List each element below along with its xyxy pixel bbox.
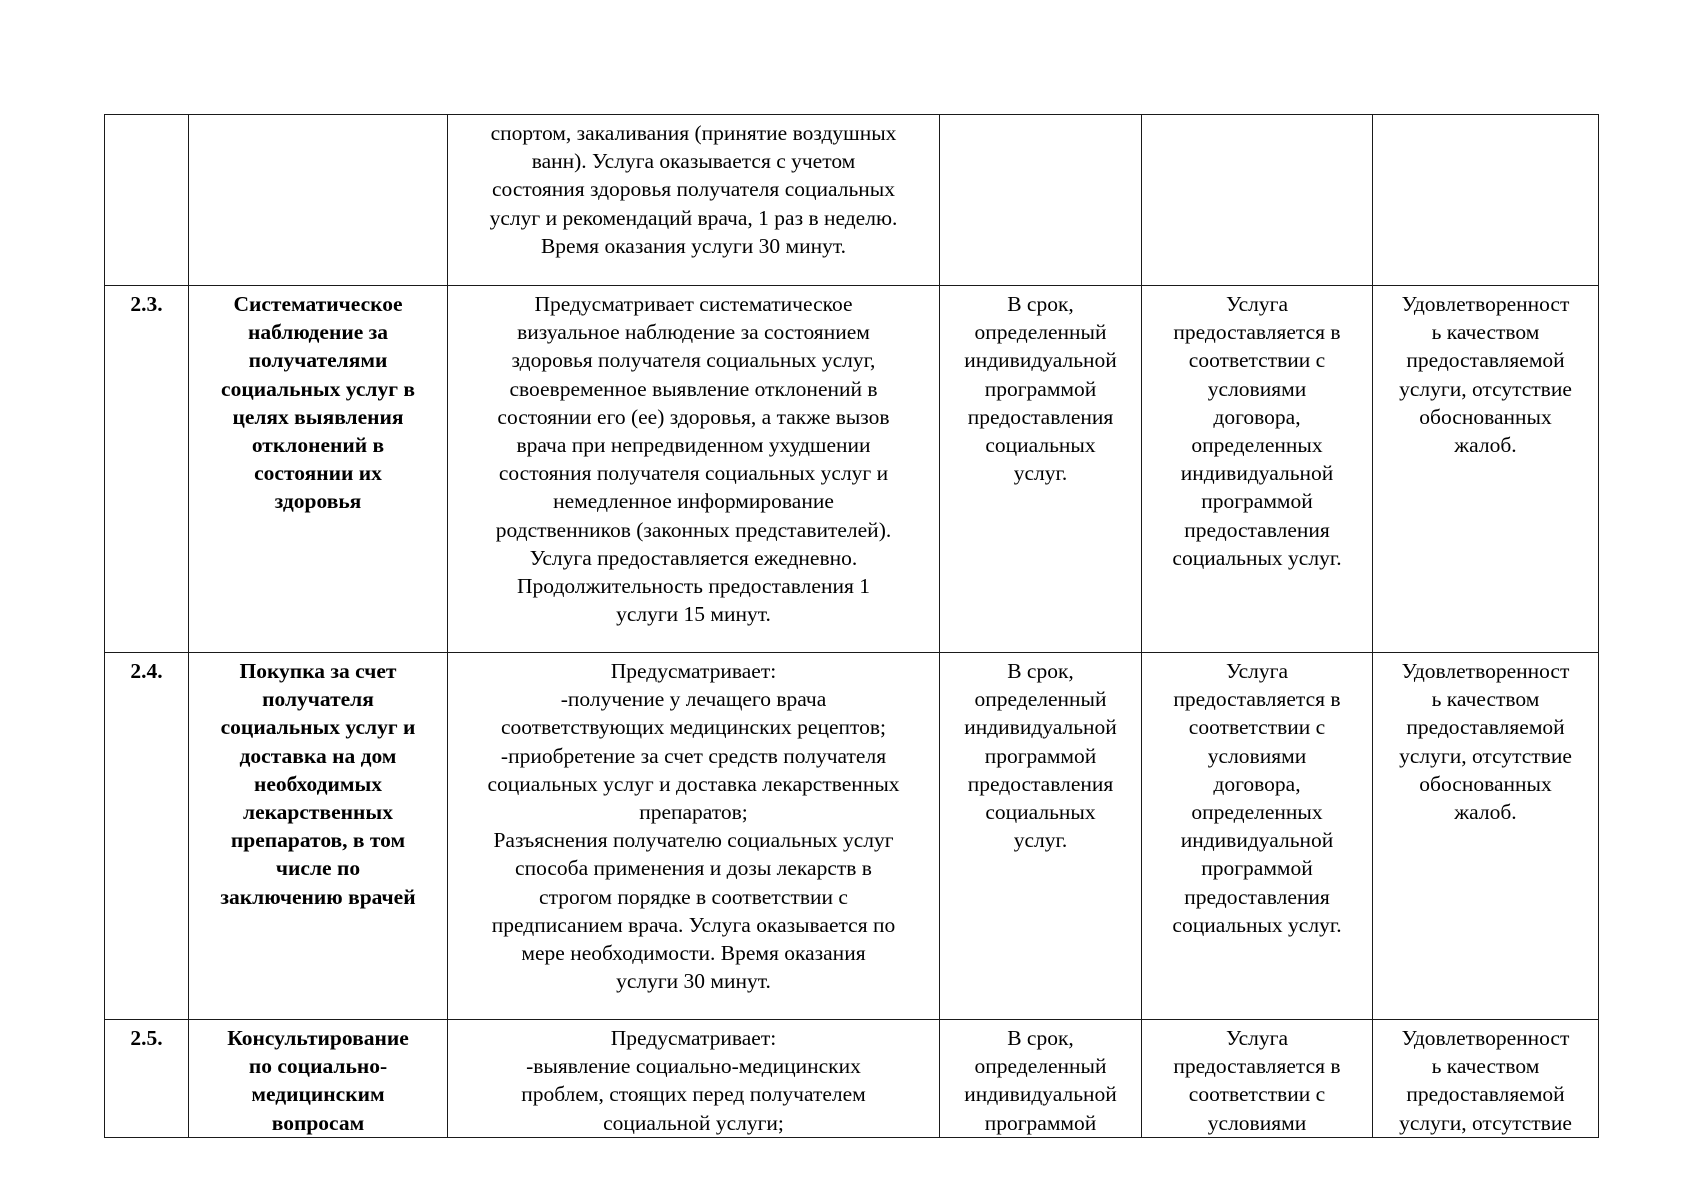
cell-text-line: Удовлетворенност: [1401, 1026, 1570, 1050]
service-conditions-cell: [1142, 115, 1373, 286]
cell-text-line: социальных: [985, 800, 1096, 825]
cell-text-line: индивидуальной: [964, 715, 1117, 740]
cell-text-line: ь качеством: [1431, 1054, 1540, 1079]
cell-text-line: договора,: [1213, 404, 1301, 429]
cell-text-line: Предусматривает систематическое: [534, 292, 853, 316]
service-name-cell: [189, 115, 448, 286]
cell-text-line: условиями: [1207, 376, 1307, 401]
services-table: [104, 114, 1599, 1138]
cell-text-line: визуальное наблюдение за состоянием: [517, 320, 870, 345]
service-number-cell: [105, 653, 189, 1020]
cell-text-line: необходимых: [253, 771, 383, 796]
cell-text-line: Удовлетворенност: [1401, 659, 1570, 683]
cell-text-line: своевременное выявление отклонений в: [509, 376, 878, 401]
cell-text-line: -приобретение за счет средств получателя: [500, 743, 887, 768]
cell-text-line: определенных: [1191, 433, 1323, 458]
cell-text-line: социальной услуги;: [603, 1110, 784, 1135]
cell-text-line: предписанием врача. Услуга оказывается по: [491, 912, 896, 937]
cell-text-line: договора,: [1213, 771, 1301, 796]
cell-text-line: обоснованных: [1419, 404, 1552, 429]
cell-text-line: предоставления: [1184, 884, 1330, 909]
cell-text-line: Консультирование: [227, 1026, 409, 1050]
cell-text-line: получателя: [262, 687, 374, 712]
cell-text-line: Предусматривает:: [610, 659, 777, 683]
cell-text-line: жалоб.: [1454, 800, 1517, 825]
cell-text-line: социальных: [985, 433, 1096, 458]
cell-text-line: индивидуальной: [1180, 828, 1334, 853]
service-name-cell: [189, 653, 448, 1020]
cell-text-line: Услуга: [1225, 1026, 1289, 1050]
cell-text-line: услуги 15 минут.: [616, 602, 771, 627]
cell-text-line: состоянии их: [254, 461, 382, 486]
cell-text-line: вопросам: [271, 1110, 365, 1135]
cell-text-line: Покупка за счет: [239, 659, 397, 683]
cell-text-line: Разъяснения получателю социальных услуг: [493, 828, 894, 853]
service-name-cell: [189, 1020, 448, 1138]
cell-text-line: социальных услуг и доставка лекарственных: [487, 771, 900, 796]
table-body: [105, 115, 1599, 1138]
service-term-cell: [940, 653, 1142, 1020]
cell-text-line: услуги, отсутствие: [1399, 743, 1572, 768]
cell-text-line: заключению врачей: [220, 884, 416, 909]
cell-text-line: соответствующих медицинских рецептов;: [500, 715, 887, 740]
cell-text-line: социальных услуг.: [1172, 545, 1342, 570]
cell-text-line: ь качеством: [1431, 687, 1540, 712]
table-row: [105, 653, 1599, 1020]
cell-text-line: препаратов, в том: [230, 828, 406, 853]
cell-text-line: программой: [1201, 856, 1313, 881]
cell-text-line: доставка на дом: [239, 743, 397, 768]
service-description-cell: [448, 653, 940, 1020]
cell-text-line: услуг.: [1013, 828, 1068, 853]
cell-text-line: обоснованных: [1419, 771, 1552, 796]
cell-text-line: В срок,: [1007, 292, 1074, 316]
cell-text-line: Систематическое: [233, 292, 403, 316]
cell-text-line: предоставляется в: [1173, 320, 1341, 345]
service-number-cell: [105, 1020, 189, 1138]
cell-text-line: спортом, закаливания (принятие воздушных: [490, 121, 897, 145]
cell-text-line: Услуга: [1225, 659, 1289, 683]
service-indicators-cell: [1373, 115, 1599, 286]
cell-text-line: наблюдение за: [247, 320, 389, 345]
cell-text-line: индивидуальной: [964, 348, 1117, 373]
cell-text: 2.4.: [130, 659, 163, 683]
table-row: [105, 1020, 1599, 1138]
cell-text-line: социальных услуг в: [221, 376, 415, 401]
cell-text-line: проблем, стоящих перед получателем: [521, 1082, 866, 1107]
service-conditions-cell: [1142, 286, 1373, 653]
cell-text-line: предоставляется в: [1173, 687, 1341, 712]
cell-text-line: предоставляемой: [1406, 715, 1565, 740]
cell-text-line: -получение у лечащего врача: [560, 687, 827, 712]
cell-text-line: программой: [984, 376, 1097, 401]
cell-text-line: по социально-: [248, 1054, 388, 1079]
cell-text-line: программой: [984, 1110, 1097, 1135]
cell-text-line: В срок,: [1007, 659, 1074, 683]
cell-text-line: медицинским: [251, 1082, 385, 1107]
cell-text-line: социальных услуг.: [1172, 912, 1342, 937]
service-conditions-cell: [1142, 653, 1373, 1020]
cell-text-line: программой: [1201, 489, 1313, 514]
cell-text-line: строгом порядке в соответствии с: [539, 884, 848, 909]
cell-text-line: препаратов;: [639, 800, 748, 825]
cell-text-line: состоянии его (ее) здоровья, а также вызов: [497, 404, 890, 429]
cell-text-line: предоставления: [967, 404, 1114, 429]
service-name-cell: [189, 286, 448, 653]
service-conditions-cell: [1142, 1020, 1373, 1138]
cell-text-line: услуг и рекомендаций врача, 1 раз в неделю.: [489, 205, 898, 230]
service-term-cell: [940, 115, 1142, 286]
cell-text-line: Предусматривает:: [610, 1026, 777, 1050]
cell-text-line: предоставления: [967, 771, 1114, 796]
cell-text-line: Удовлетворенност: [1401, 292, 1570, 316]
cell-text-line: услуг.: [1013, 461, 1068, 486]
service-term-cell: [940, 1020, 1142, 1138]
cell-text-line: предоставляемой: [1406, 348, 1565, 373]
cell-text-line: услуги, отсутствие: [1399, 1110, 1572, 1135]
cell-text-line: условиями: [1207, 743, 1307, 768]
cell-text-line: В срок,: [1007, 1026, 1074, 1050]
cell-text-line: индивидуальной: [1180, 461, 1334, 486]
cell-text-line: услуги, отсутствие: [1399, 376, 1572, 401]
service-description-cell: [448, 1020, 940, 1138]
cell-text-line: индивидуальной: [964, 1082, 1117, 1107]
cell-text-line: определенный: [974, 1054, 1107, 1079]
cell-text-line: программой: [984, 743, 1097, 768]
service-indicators-cell: [1373, 653, 1599, 1020]
cell-text-line: состояния здоровья получателя социальных: [492, 177, 895, 202]
cell-text-line: предоставления: [1184, 517, 1330, 542]
cell-text-line: Услуга: [1225, 292, 1289, 316]
cell-text-line: ванн). Услуга оказывается с учетом: [531, 149, 856, 174]
cell-text-line: условиями: [1207, 1110, 1307, 1135]
table-row: [105, 115, 1599, 286]
service-number-cell: [105, 115, 189, 286]
cell-text-line: получателями: [248, 348, 388, 373]
cell-text-line: врача при непредвиденном ухудшении: [516, 433, 871, 458]
cell-text-line: услуги 30 минут.: [616, 969, 771, 994]
cell-text-line: предоставляется в: [1173, 1054, 1341, 1079]
cell-text: 2.5.: [130, 1026, 163, 1050]
cell-text-line: лекарственных: [243, 800, 393, 825]
cell-text-line: предоставляемой: [1406, 1082, 1565, 1107]
cell-text-line: состояния получателя социальных услуг и: [498, 461, 889, 486]
cell-text-line: Услуга предоставляется ежедневно.: [529, 545, 858, 570]
service-description-cell: [448, 115, 940, 286]
cell-text-line: целях выявления: [232, 404, 404, 429]
cell-text-line: -выявление социально-медицинских: [526, 1054, 861, 1079]
cell-text-line: социальных услуг и: [220, 715, 416, 740]
cell-text-line: соответствии с: [1188, 348, 1326, 373]
cell-text-line: немедленное информирование: [553, 489, 834, 514]
table-row: [105, 286, 1599, 653]
service-indicators-cell: [1373, 1020, 1599, 1138]
cell-text-line: числе по: [275, 856, 361, 881]
cell-text-line: родственников (законных представителей).: [495, 517, 892, 542]
cell-text-line: жалоб.: [1454, 433, 1517, 458]
cell-text-line: соответствии с: [1188, 1082, 1326, 1107]
service-number-cell: [105, 286, 189, 653]
service-indicators-cell: [1373, 286, 1599, 653]
cell-text-line: Продолжительность предоставления 1: [517, 574, 870, 599]
cell-text-line: определенный: [974, 320, 1107, 345]
service-description-cell: [448, 286, 940, 653]
cell-text-line: здоровья: [274, 489, 362, 514]
cell-text-line: Время оказания услуги 30 минут.: [540, 233, 847, 258]
cell-text-line: определенный: [974, 687, 1107, 712]
cell-text: 2.3.: [130, 292, 163, 316]
service-term-cell: [940, 286, 1142, 653]
cell-text-line: ь качеством: [1431, 320, 1540, 345]
cell-text-line: способа применения и дозы лекарств в: [515, 856, 872, 881]
cell-text-line: соответствии с: [1188, 715, 1326, 740]
cell-text-line: отклонений в: [251, 433, 385, 458]
cell-text-line: мере необходимости. Время оказания: [521, 941, 866, 966]
cell-text-line: здоровья получателя социальных услуг,: [511, 348, 876, 373]
cell-text-line: определенных: [1191, 800, 1323, 825]
